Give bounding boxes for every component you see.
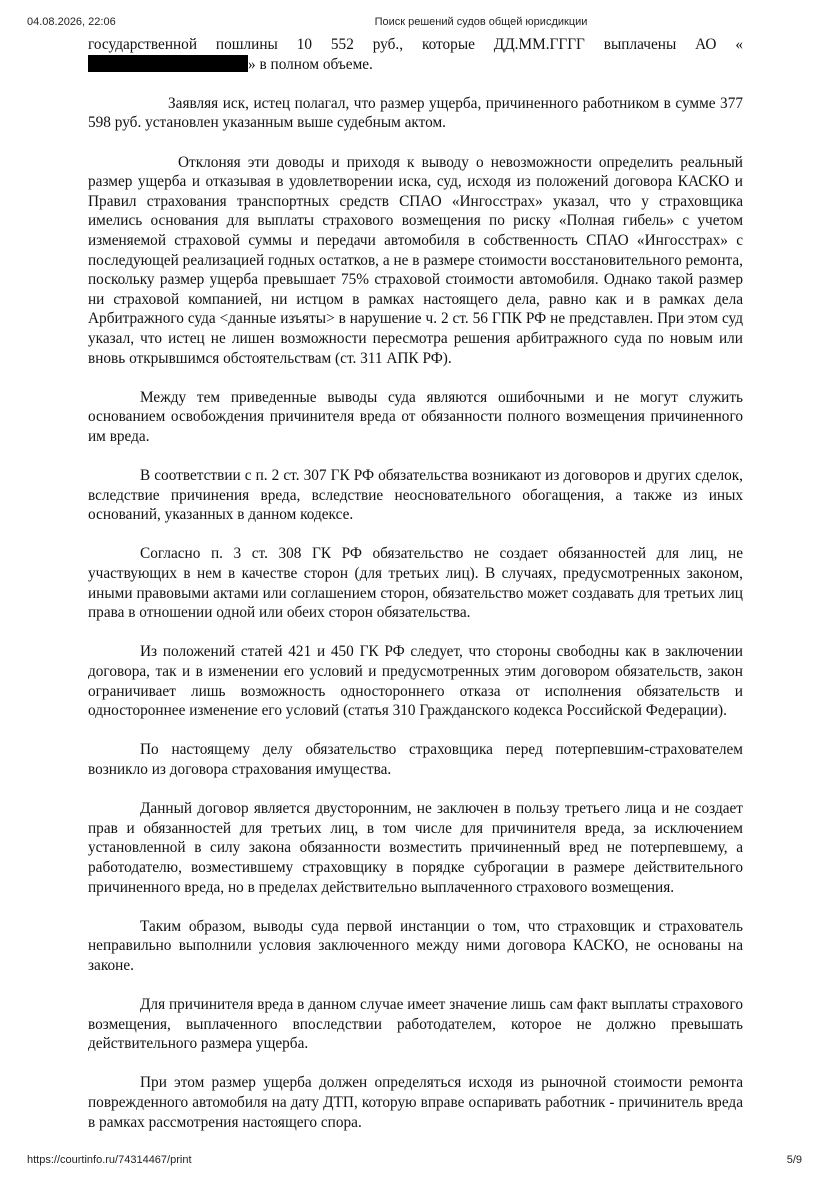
paragraph: Данный договор является двусторонним, не заключен в пользу третьего лица и не создает прав и обязанностей для третьих лиц, в том числе для причинителя вреда, за исключением установленной в силу закона обязанности возместить причиненный вред не потерпевшему, а работодателю, возместившему страховщику в порядке суброгации в размере действительного причиненного вреда, но в пределах действительно выплаченного страхового возмещения.: [88, 800, 743, 896]
paragraph: По настоящему делу обязательство страховщика перед потерпевшим-страхователем возникло из договора страхования имущества.: [88, 741, 743, 778]
page-number: 5/9: [786, 1154, 802, 1166]
paragraph: При этом размер ущерба должен определяться исходя из рыночной стоимости ремонта поврежденного автомобиля на дату ДТП, которую вправе оспаривать работник - причинитель вреда в рамках рассмотрения настоящего спора.: [88, 1074, 743, 1131]
page-url: https://courtinfo.ru/74314467/print: [27, 1154, 192, 1166]
print-page-title: Поиск решений судов общей юрисдикции: [374, 16, 588, 28]
document-body: [88, 35, 743, 1152]
paragraph-text: государственной пошлины 10 552 руб., которые ДД.ММ.ГГГГ выплачены АО «: [88, 36, 743, 53]
paragraph: Таким образом, выводы суда первой инстанции о том, что страховщик и страхователь неправильно выполнили условия заключенного между ними договора КАСКО, не основаны на законе.: [88, 917, 743, 974]
redaction-block: [88, 55, 248, 72]
paragraph-text: » в полном объеме.: [248, 55, 373, 73]
paragraph: Для причинителя вреда в данном случае имеет значение лишь сам факт выплаты страхового возмещения, выплаченного впоследствии работодателем, которое не должно превышать действительного размера ущерба.: [88, 996, 743, 1053]
paragraph: В соответствии с п. 2 ст. 307 ГК РФ обязательства возникают из договоров и других сделок, вследствие причинения вреда, вследствие неосновательного обогащения, а также из иных оснований, указанных в данном кодексе.: [88, 467, 743, 524]
paragraph: Согласно п. 3 ст. 308 ГК РФ обязательство не создает обязанностей для лиц, не участвующих в нем в качестве сторон (для третьих лиц). В случаях, предусмотренных законом, иными правовыми актами или соглашением сторон, обязательство может создавать для третьих лиц права в отношении одной или обеих сторон обязательства.: [88, 545, 743, 622]
print-datetime: 04.08.2026, 22:06: [27, 16, 116, 28]
paragraph: Заявляя иск, истец полагал, что размер ущерба, причиненного работником в сумме 377 598 руб. установлен указанным выше судебным актом.: [88, 94, 743, 132]
print-header: [0, 16, 830, 32]
paragraph-continuation: [88, 35, 743, 74]
paragraph: Между тем приведенные выводы суда являются ошибочными и не могут служить основанием освобождения причинителя вреда от обязанности полного возмещения причиненного им вреда.: [88, 388, 743, 445]
paragraph: Отклоняя эти доводы и приходя к выводу о невозможности определить реальный размер ущерба и отказывая в удовлетворении иска, суд, исходя из положений договора КАСКО и Правил страхования транспортных средств СПАО «Ингосстрах» указал, что у страховщика имелись основания для выплаты страхового возмещения по риску «Полная гибель» с учетом изменяемой страховой суммы и передачи автомобиля в собственность СПАО «Ингосстрах» с последующей реализацией годных остатков, а не в размере стоимости восстановительного ремонта, поскольку размер ущерба превышает 75% страховой стоимости автомобиля. Однако такой размер ни страховой компанией, ни истцом в рамках настоящего дела, равно как и в рамках дела Арбитражного суда <данные изъяты> в нарушение ч. 2 ст. 56 ГПК РФ не представлен. При этом суд указал, что истец не лишен возможности пересмотра решения арбитражного суда по новым или вновь открывшимся обстоятельствам (ст. 311 АПК РФ).: [88, 153, 743, 367]
paragraph: Из положений статей 421 и 450 ГК РФ следует, что стороны свободны как в заключении договора, так и в изменении его условий и предусмотренных этим договором обязательств, закон ограничивает лишь возможность одностороннего отказа от исполнения обязательств и одностороннее изменение его условий (статья 310 Гражданского кодекса Российской Федерации).: [88, 643, 743, 720]
print-footer: [0, 1154, 830, 1170]
